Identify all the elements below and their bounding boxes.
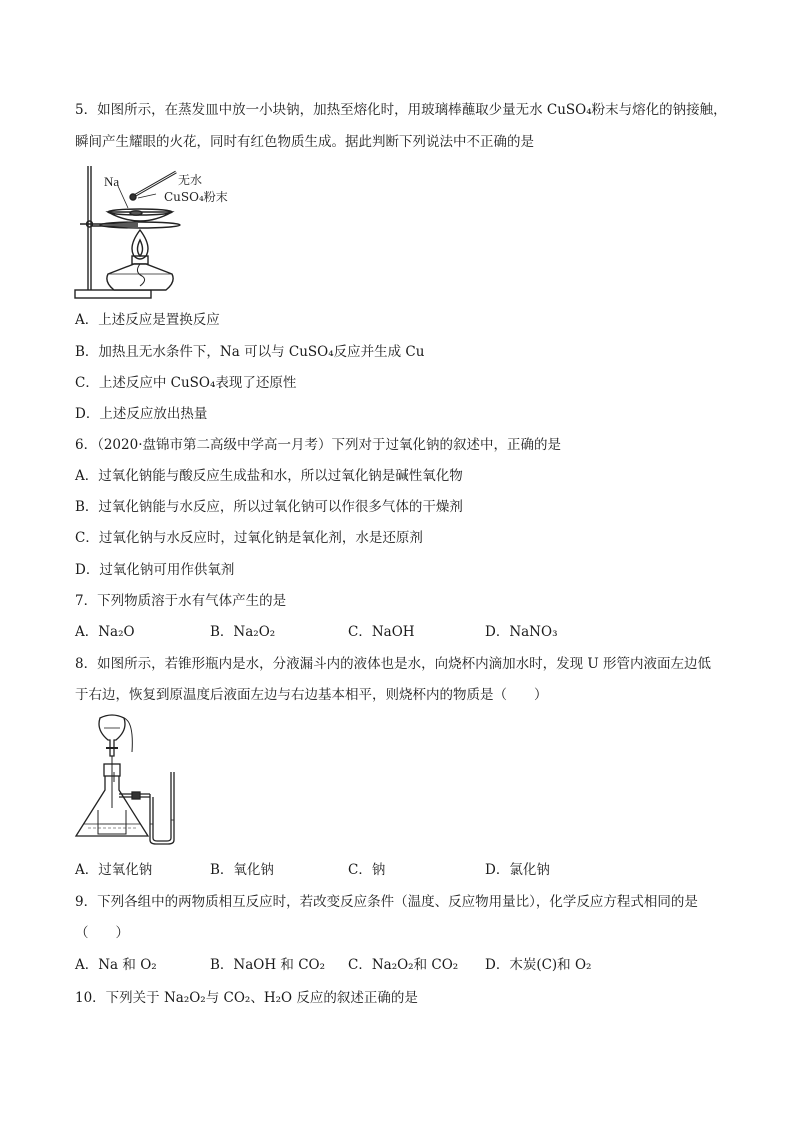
q9-stem-line2: （ ） — [75, 925, 129, 941]
q7-option-a: A．Na₂O — [75, 624, 135, 640]
q5-option-a: A．上述反应是置换反应 — [75, 312, 220, 328]
q7-stem: 7．下列物质溶于水有气体产生的是 — [75, 593, 287, 609]
q8-options — [75, 861, 735, 879]
q5-stem-line1: 5．如图所示，在蒸发皿中放一小块钠，加热至熔化时，用玻璃棒蘸取少量无水 CuSO₄粉末与熔化的钠接触， — [75, 102, 727, 118]
q7-option-c: C．NaOH — [348, 624, 415, 640]
evaporating-dish-apparatus-figure — [68, 156, 248, 304]
q10-stem: 10．下列关于 Na₂O₂与 CO₂、H₂O 反应的叙述正确的是 — [75, 990, 418, 1006]
q6-option-d: D．过氧化钠可用作供氧剂 — [75, 562, 235, 578]
q8-stem-line1: 8．如图所示，若锥形瓶内是水，分液漏斗内的液体也是水，向烧杯内滴加水时，发现 U 形管内液面左边低 — [75, 656, 712, 672]
figure-label-anhydrous: 无水 — [178, 173, 203, 187]
flask-u-tube-apparatus-figure — [70, 712, 190, 847]
separatory-funnel — [99, 715, 125, 756]
q9-option-c: C．Na₂O₂和 CO₂ — [348, 957, 459, 973]
q7-option-d: D．NaNO₃ — [485, 624, 558, 640]
q5-option-c: C．上述反应中 CuSO₄表现了还原性 — [75, 375, 297, 391]
q6-option-a: A．过氧化钠能与酸反应生成盐和水，所以过氧化钠是碱性氧化物 — [75, 468, 463, 484]
q7-options — [75, 623, 735, 641]
beaker — [98, 810, 126, 834]
q8-stem-line2: 于右边，恢复到原温度后液面左边与右边基本相平，则烧杯内的物质是（ ） — [75, 687, 548, 703]
q7-option-b: B．Na₂O₂ — [210, 624, 276, 640]
q8-option-b: B．氧化钠 — [210, 862, 274, 878]
q5-option-b: B．加热且无水条件下，Na 可以与 CuSO₄反应并生成 Cu — [75, 344, 425, 360]
flame — [132, 230, 148, 259]
q6-option-c: C．过氧化钠与水反应时，过氧化钠是氧化剂，水是还原剂 — [75, 530, 423, 546]
q8-option-c: C．钠 — [348, 862, 386, 878]
q9-option-d: D．木炭(C)和 O₂ — [485, 957, 592, 973]
q6-option-b: B．过氧化钠能与水反应，所以过氧化钠可以作很多气体的干燥剂 — [75, 499, 463, 515]
q5-stem-line2: 瞬间产生耀眼的火花，同时有红色物质生成。据此判断下列说法中不正确的是 — [75, 134, 534, 150]
stand-base — [75, 290, 151, 298]
q9-stem-line1: 9．下列各组中的两物质相互反应时，若改变反应条件（温度、反应物用量比），化学反应方程式相同的是 — [75, 894, 698, 910]
sodium-piece — [130, 211, 142, 215]
q8-option-a: A．过氧化钠 — [75, 862, 153, 878]
q9-options — [75, 956, 735, 974]
q8-option-d: D．氯化钠 — [485, 862, 550, 878]
support-ring — [100, 222, 180, 228]
q5-option-d: D．上述反应放出热量 — [75, 406, 208, 422]
q9-option-b: B．NaOH 和 CO₂ — [210, 957, 326, 973]
q6-stem: 6．（2020·盘锦市第二高级中学高一月考）下列对于过氧化钠的叙述中，正确的是 — [75, 437, 561, 453]
figure-label-cuso4-powder: CuSO₄粉末 — [164, 190, 228, 204]
figure-label-na: Na — [104, 174, 120, 189]
q9-option-a: A．Na 和 O₂ — [75, 957, 157, 973]
